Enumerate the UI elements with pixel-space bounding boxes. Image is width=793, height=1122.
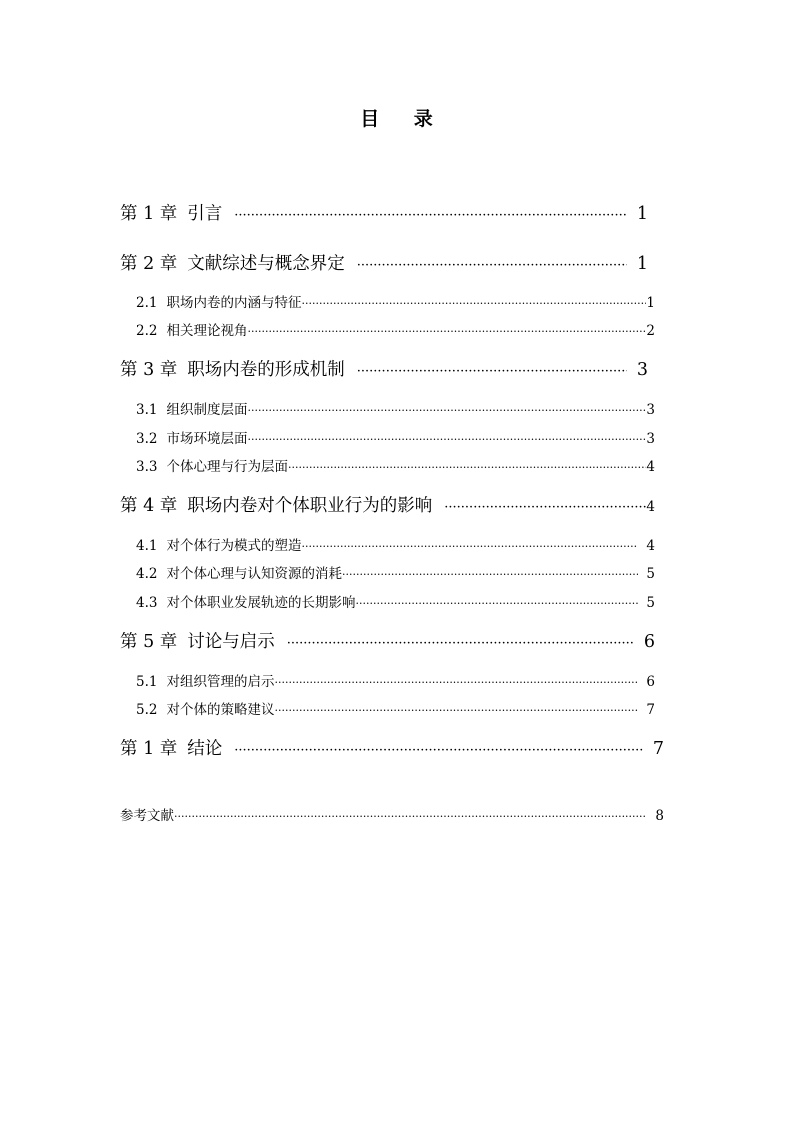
entry-number: 第 3 章 xyxy=(120,360,178,380)
entry-title: 结论 xyxy=(187,739,223,759)
dot-leader xyxy=(234,743,643,758)
entry-number: 第 2 章 xyxy=(120,254,178,274)
entry-page-number: 8 xyxy=(655,808,664,824)
toc-title: 目 录 xyxy=(360,108,447,130)
entry-number: 3.3 xyxy=(136,459,158,475)
toc-entry-section-4-3[interactable] xyxy=(136,591,655,611)
entry-number: 2.2 xyxy=(136,323,158,339)
entry-page-number: 4 xyxy=(646,499,655,515)
toc-entry-chapter-4[interactable] xyxy=(120,492,655,516)
entry-title: 对个体职业发展轨迹的长期影响 xyxy=(166,595,356,611)
dot-leader xyxy=(174,810,647,823)
dot-leader xyxy=(274,704,638,717)
entry-title: 参考文献 xyxy=(120,808,174,824)
entry-number: 第 5 章 xyxy=(120,632,178,652)
entry-title: 对个体心理与认知资源的消耗 xyxy=(166,566,342,582)
toc-entry-section-3-2[interactable] xyxy=(136,427,655,447)
dot-leader xyxy=(301,540,638,553)
entry-page-number: 4 xyxy=(646,459,655,475)
toc-entry-section-3-1[interactable] xyxy=(136,398,655,418)
entry-number: 第 4 章 xyxy=(120,496,178,516)
toc-entry-chapter-5[interactable] xyxy=(120,628,655,652)
entry-title: 组织制度层面 xyxy=(166,402,248,418)
entry-title: 市场环境层面 xyxy=(166,431,248,447)
dot-leader xyxy=(355,597,638,610)
entry-title: 职场内卷的内涵与特征 xyxy=(166,295,302,311)
entry-title: 个体心理与行为层面 xyxy=(166,459,288,475)
entry-page-number: 7 xyxy=(646,702,655,718)
entry-number: 第 1 章 xyxy=(120,739,178,759)
entry-page-number: 5 xyxy=(646,595,655,611)
entry-number: 5.2 xyxy=(136,702,158,718)
entry-title: 职场内卷的形成机制 xyxy=(187,360,345,380)
entry-page-number: 3 xyxy=(636,360,648,380)
entry-number: 2.1 xyxy=(136,295,158,311)
dot-leader xyxy=(274,676,638,689)
entry-page-number: 6 xyxy=(643,632,655,652)
entry-number: 3.2 xyxy=(136,431,158,447)
toc-entry-conclusion[interactable] xyxy=(120,735,664,759)
entry-number: 5.1 xyxy=(136,674,158,690)
entry-page-number: 5 xyxy=(646,566,655,582)
entry-title: 对个体的策略建议 xyxy=(166,702,275,718)
dot-leader xyxy=(247,325,646,338)
dot-leader xyxy=(357,364,627,379)
dot-leader xyxy=(444,500,646,515)
dot-leader xyxy=(288,461,646,474)
dot-leader xyxy=(357,258,627,273)
toc-entry-section-5-2[interactable] xyxy=(136,698,655,718)
dot-leader xyxy=(287,636,634,651)
dot-leader xyxy=(342,568,638,581)
dot-leader xyxy=(247,404,646,417)
entry-number: 4.3 xyxy=(136,595,158,611)
entry-title: 文献综述与概念界定 xyxy=(187,254,345,274)
toc-entry-section-5-1[interactable] xyxy=(136,670,655,690)
entry-number: 3.1 xyxy=(136,402,158,418)
entry-page-number: 7 xyxy=(652,739,664,759)
toc-entry-chapter-3[interactable] xyxy=(120,356,648,380)
toc-entry-references[interactable] xyxy=(120,804,664,824)
entry-page-number: 1 xyxy=(646,295,655,311)
entry-title: 引言 xyxy=(187,204,223,224)
entry-page-number: 6 xyxy=(646,674,655,690)
entry-number: 4.1 xyxy=(136,538,158,554)
entry-number: 4.2 xyxy=(136,566,158,582)
entry-page-number: 2 xyxy=(646,323,655,339)
entry-page-number: 3 xyxy=(646,431,655,447)
entry-page-number: 4 xyxy=(646,538,655,554)
entry-page-number: 1 xyxy=(636,204,648,224)
entry-page-number: 1 xyxy=(636,254,648,274)
toc-entry-section-2-2[interactable] xyxy=(136,319,655,339)
toc-entry-section-4-2[interactable] xyxy=(136,562,655,582)
toc-entry-section-3-3[interactable] xyxy=(136,455,655,475)
entry-number: 第 1 章 xyxy=(120,204,178,224)
entry-title: 相关理论视角 xyxy=(166,323,248,339)
toc-entry-chapter-2[interactable] xyxy=(120,250,648,274)
dot-leader xyxy=(247,433,646,446)
entry-title: 职场内卷对个体职业行为的影响 xyxy=(187,496,433,516)
entry-title: 讨论与启示 xyxy=(187,632,275,652)
entry-title: 对个体行为模式的塑造 xyxy=(166,538,302,554)
entry-title: 对组织管理的启示 xyxy=(166,674,275,690)
dot-leader xyxy=(301,297,646,310)
toc-entry-chapter-1[interactable] xyxy=(120,200,648,224)
entry-page-number: 3 xyxy=(646,402,655,418)
toc-entry-section-2-1[interactable] xyxy=(136,291,655,311)
toc-entry-section-4-1[interactable] xyxy=(136,534,655,554)
dot-leader xyxy=(234,208,627,223)
